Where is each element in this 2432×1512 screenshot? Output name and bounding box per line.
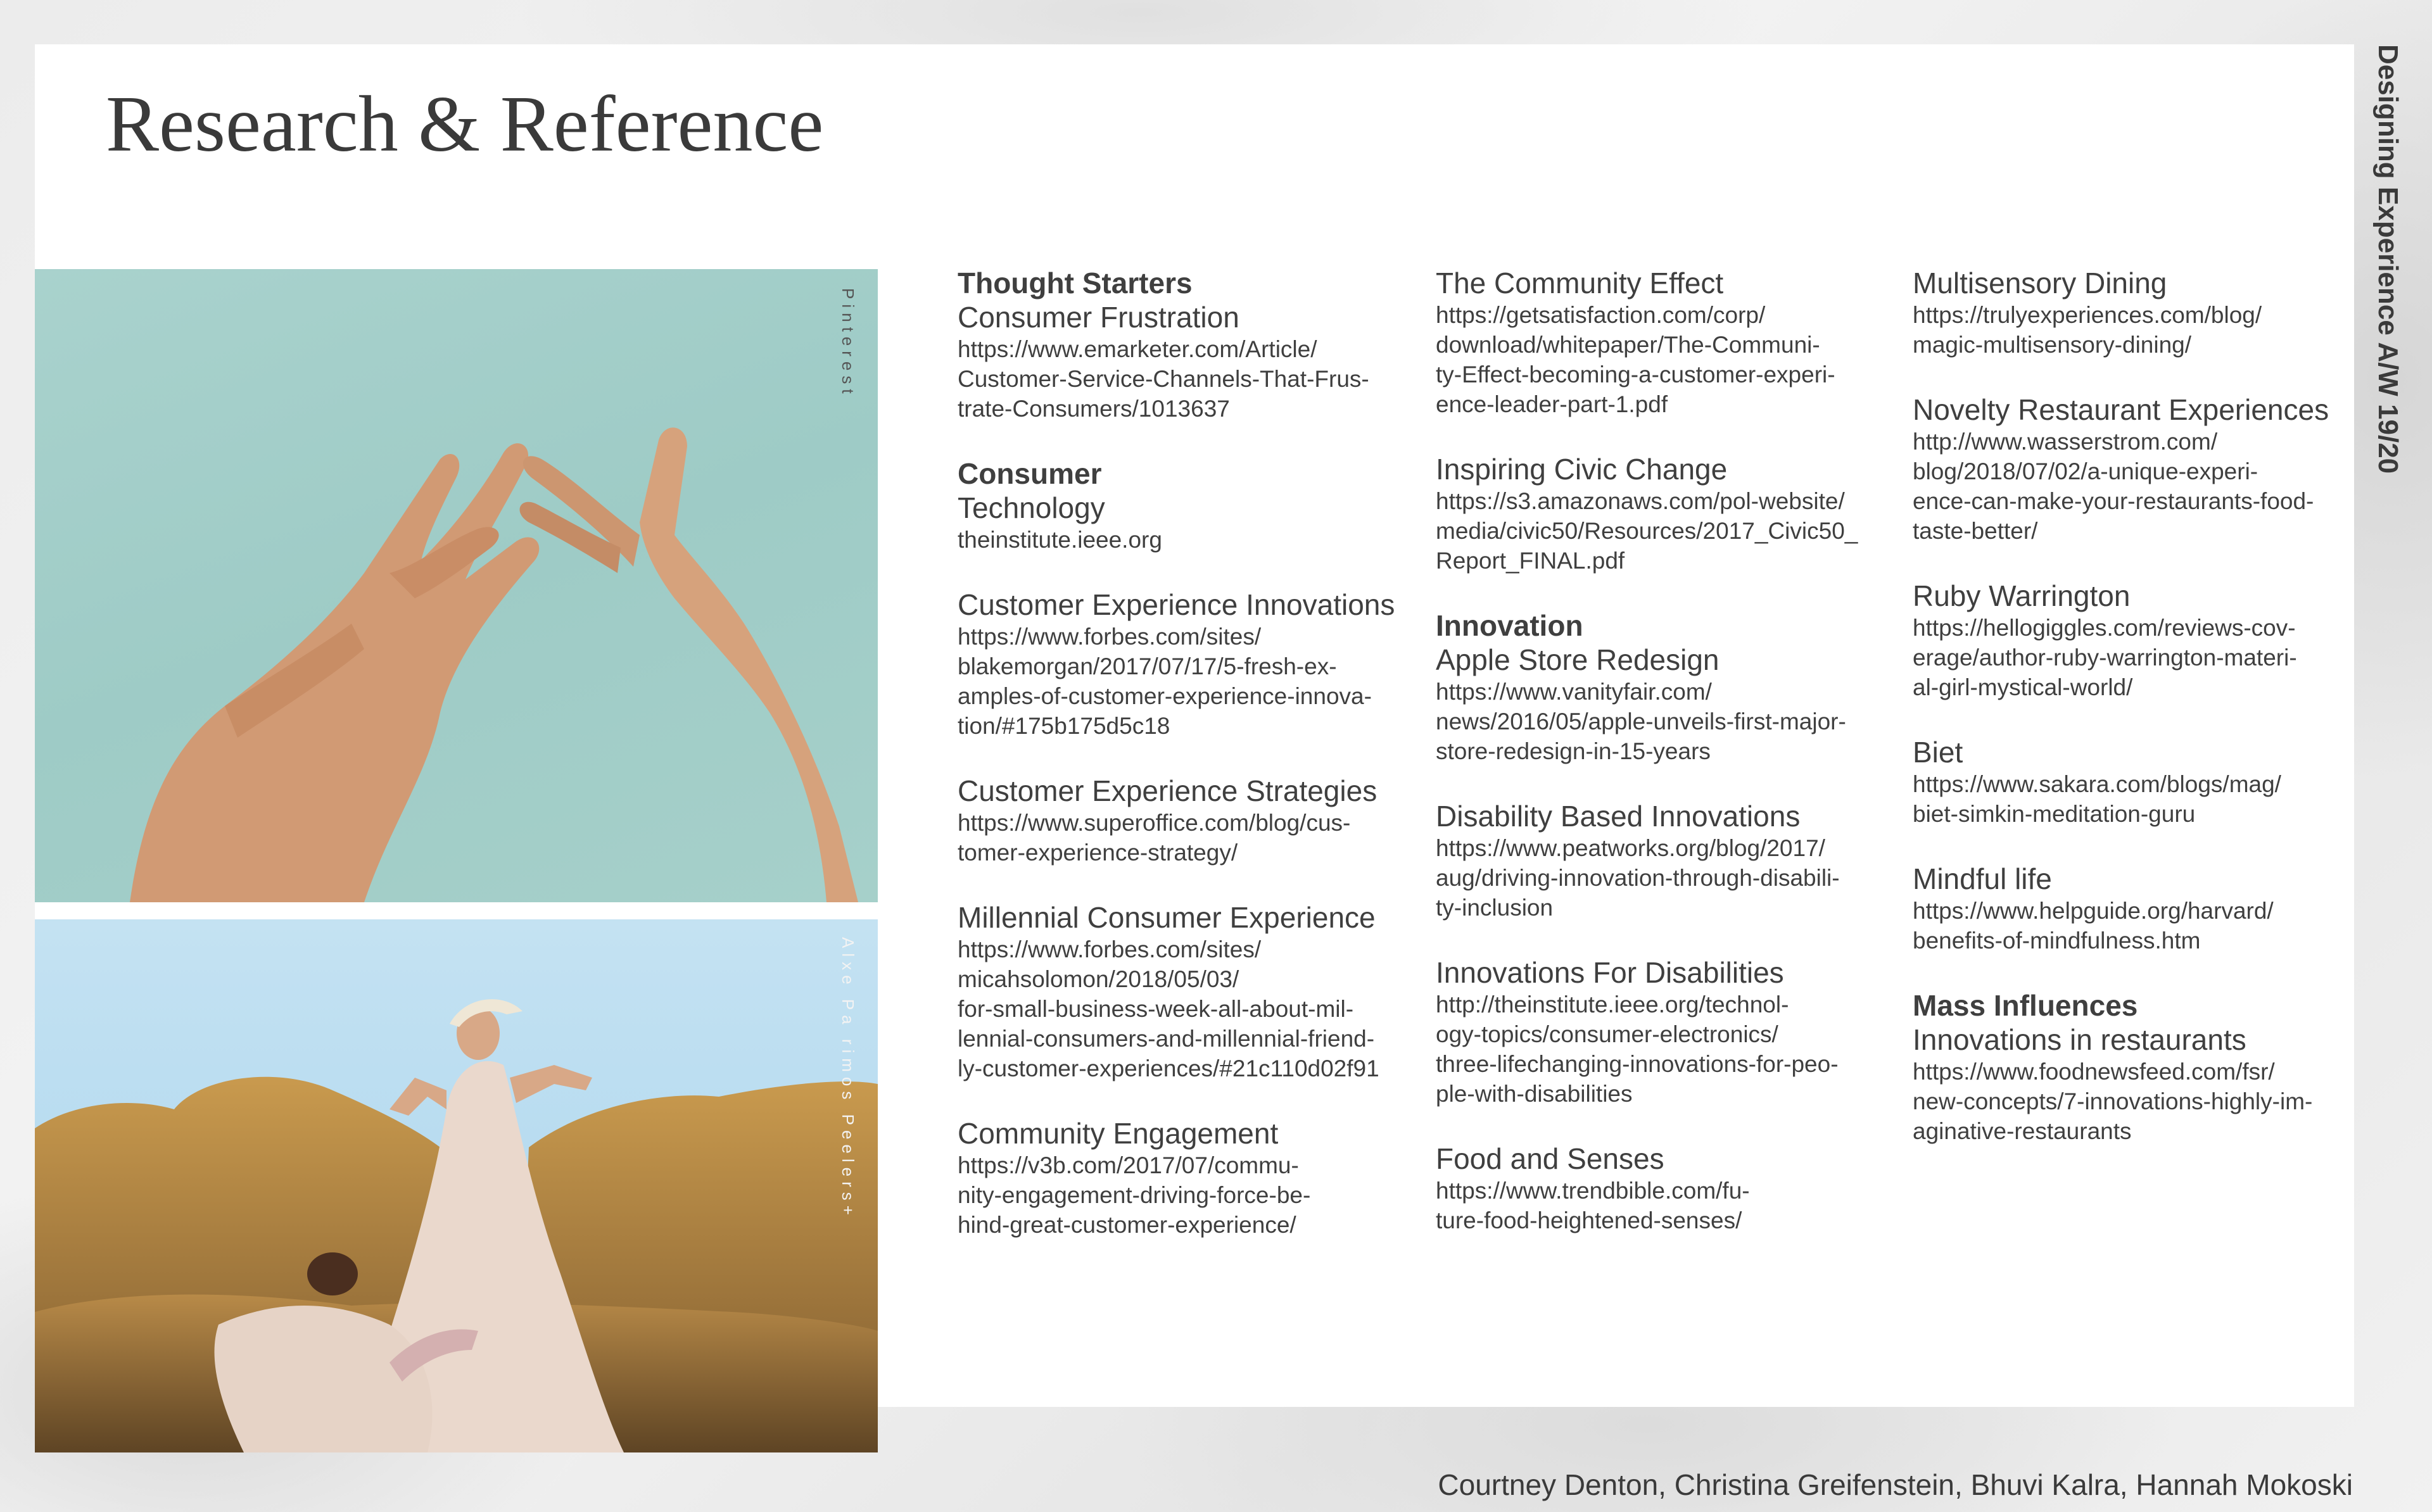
reference-link[interactable]: https://www.foodnewsfeed.com/fsr/ new-concepts/7-innovations-highly-im- aginative-restaurants — [1913, 1059, 2313, 1144]
reference-entry — [1913, 266, 2369, 360]
reference-link[interactable]: https://www.vanityfair.com/ news/2016/05/apple-unveils-first-major- store-redesign-in-15-years — [1436, 679, 1846, 764]
reference-link[interactable]: https://www.forbes.com/sites/ micahsolomon/2018/05/03/ for-small-business-week-all-about-mil- lennial-consumers-and-millennial-friend- ly-customer-experiences/#21c110d02f91 — [958, 936, 1379, 1081]
reference-heading: Ruby Warrington — [1913, 579, 2131, 612]
reference-heading: Innovations in restaurants — [1913, 1023, 2246, 1056]
side-title: Designing Experience A/W 19/20 — [2372, 44, 2404, 474]
reference-heading: Consumer Frustration — [958, 301, 1239, 334]
reference-entry — [1436, 1142, 1892, 1235]
reference-link[interactable]: https://www.sakara.com/blogs/mag/ biet-simkin-meditation-guru — [1913, 771, 2281, 827]
image-credit-pinterest: Pinterest — [839, 288, 858, 399]
authors-credit: Courtney Denton, Christina Greifenstein, Bhuvi Kalra, Hannah Mokoski — [1438, 1468, 2353, 1501]
reference-entry — [958, 1116, 1414, 1240]
reference-heading: Multisensory Dining — [1913, 267, 2167, 299]
reference-heading: Customer Experience Strategies — [958, 774, 1378, 807]
reference-heading: Technology — [958, 491, 1105, 524]
reference-heading: Apple Store Redesign — [1436, 643, 1720, 676]
reference-heading: Biet — [1913, 736, 1963, 769]
reference-heading: The Community Effect — [1436, 267, 1724, 299]
reference-link[interactable]: https://www.superoffice.com/blog/cus- tomer-experience-strategy/ — [958, 810, 1351, 866]
reference-heading: Community Engagement — [958, 1117, 1279, 1150]
reference-entry — [958, 266, 1414, 424]
category-label: Thought Starters — [958, 267, 1193, 299]
reference-entry — [1436, 799, 1892, 923]
reference-entry — [958, 457, 1414, 555]
reference-entry — [958, 588, 1414, 741]
reference-link[interactable]: https://www.emarketer.com/Article/ Customer-Service-Channels-That-Frus- trate-Consumers/1013637 — [958, 336, 1369, 422]
reference-heading: Inspiring Civic Change — [1436, 453, 1728, 486]
reference-entry — [1913, 862, 2369, 955]
reference-heading: Food and Senses — [1436, 1142, 1664, 1175]
reference-heading: Innovations For Disabilities — [1436, 956, 1784, 989]
reference-entry — [1436, 452, 1892, 576]
reference-link[interactable]: https://trulyexperiences.com/blog/ magic-multisensory-dining/ — [1913, 302, 2262, 358]
content-panel — [35, 44, 2354, 1407]
hands-illustration — [35, 269, 878, 902]
reference-link[interactable]: https://www.helpguide.org/harvard/ benefits-of-mindfulness.htm — [1913, 898, 2274, 954]
reference-heading: Novelty Restaurant Experiences — [1913, 393, 2329, 426]
reference-entry — [958, 774, 1414, 867]
reference-entry — [1913, 393, 2369, 546]
reference-link[interactable]: https://www.forbes.com/sites/ blakemorgan/2017/07/17/5-fresh-ex- amples-of-customer-experience-innova- tion/#175b175d5c18 — [958, 624, 1372, 739]
reference-entry — [958, 900, 1414, 1083]
reference-entry — [1436, 955, 1892, 1109]
reference-column-1 — [958, 266, 1414, 1273]
reference-entry — [1913, 735, 2369, 829]
beach-photo — [35, 919, 878, 1452]
category-label: Innovation — [1436, 609, 1583, 642]
reference-column-2 — [1436, 266, 1892, 1268]
reference-link[interactable]: theinstitute.ieee.org — [958, 527, 1162, 553]
page-title: Research & Reference — [106, 80, 824, 168]
reference-heading: Mindful life — [1913, 862, 2052, 895]
reference-heading: Disability Based Innovations — [1436, 800, 1801, 833]
image-credit-photographer: Alxe Pa rimos Peelers+ — [839, 937, 858, 1220]
reference-heading: Millennial Consumer Experience — [958, 901, 1376, 934]
category-label: Mass Influences — [1913, 989, 2138, 1022]
reference-entry — [1436, 608, 1892, 766]
reference-link[interactable]: https://www.peatworks.org/blog/2017/ aug/driving-innovation-through-disabili- ty-inclusion — [1436, 835, 1840, 921]
reference-entry — [1436, 266, 1892, 419]
reference-link[interactable]: https://hellogiggles.com/reviews-cov- erage/author-ruby-warrington-materi- al-girl-mystical-world/ — [1913, 615, 2297, 700]
reference-link[interactable]: http://www.wasserstrom.com/ blog/2018/07/02/a-unique-experi- ence-can-make-your-restaurants-food- taste-better/ — [1913, 429, 2314, 544]
reference-column-3 — [1913, 266, 2369, 1179]
reference-link[interactable]: https://getsatisfaction.com/corp/ download/whitepaper/The-Communi- ty-Effect-becoming-a-customer-experi- ence-leader-part-1.pdf — [1436, 302, 1835, 417]
reference-entry — [1913, 988, 2369, 1146]
reference-link[interactable]: https://v3b.com/2017/07/commu- nity-engagement-driving-force-be- hind-great-customer-experience/ — [958, 1152, 1311, 1238]
reference-heading: Customer Experience Innovations — [958, 588, 1395, 621]
hands-photo — [35, 269, 878, 902]
reference-entry — [1913, 579, 2369, 702]
reference-link[interactable]: http://theinstitute.ieee.org/technol- ogy-topics/consumer-electronics/ three-lifechanging-innovations-for-peo- ple-with-disabilities — [1436, 992, 1839, 1107]
category-label: Consumer — [958, 457, 1102, 490]
beach-illustration — [35, 919, 878, 1452]
reference-link[interactable]: https://www.trendbible.com/fu- ture-food-heightened-senses/ — [1436, 1178, 1750, 1233]
reference-link[interactable]: https://s3.amazonaws.com/pol-website/ media/civic50/Resources/2017_Civic50_ Report_FINAL.pdf — [1436, 488, 1858, 574]
